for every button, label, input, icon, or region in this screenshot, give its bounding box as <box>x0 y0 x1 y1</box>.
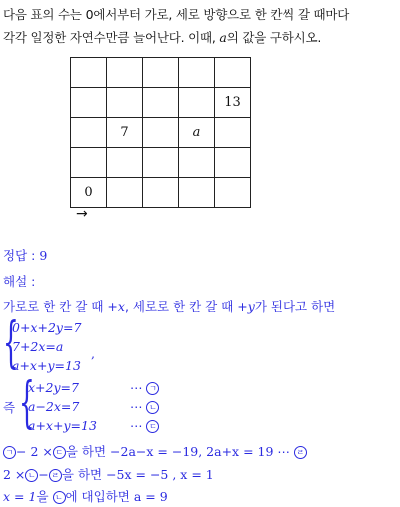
circled-4: ㄹ <box>294 446 307 459</box>
circled-3: ㄷ <box>146 420 159 433</box>
step1-b: 을 하면 −2a−x = −19, 2a+x = 19 ⋯ <box>65 444 290 459</box>
step3-b: 을 <box>36 489 49 504</box>
grid-cell <box>71 58 107 88</box>
right-arrow-icon: → <box>76 206 88 222</box>
grid-cell <box>143 178 179 208</box>
grid-cell <box>107 178 143 208</box>
answer-value: 9 <box>39 248 48 263</box>
equation-system-1 <box>3 310 153 376</box>
step2-c: 을 하면 −5x = −5 , x = 1 <box>61 467 214 482</box>
grid-cell <box>71 118 107 148</box>
grid-cell <box>179 148 215 178</box>
grid-cell <box>143 118 179 148</box>
grid-cell: 7 <box>107 118 143 148</box>
sys1-eq-1: 0+x+2y=7 <box>12 320 82 335</box>
sys2-marker-2: ⋯ ㄴ <box>130 399 159 414</box>
step3-a: x = 1 <box>3 489 37 504</box>
sys1-comma: , <box>91 346 95 361</box>
grid-cell <box>215 58 251 88</box>
step3-c: 에 대입하면 a = 9 <box>65 489 168 504</box>
answer-label: 정답 : <box>3 248 36 263</box>
grid-cell <box>143 148 179 178</box>
grid-cell <box>107 58 143 88</box>
circled-4: ㄹ <box>49 469 62 482</box>
sys1-eq-2: 7+2x=a <box>12 339 64 354</box>
problem-line-1: 다음 표의 수는 0에서부터 가로, 세로 방향으로 한 칸씩 갈 때마다 <box>3 7 350 22</box>
step-1 <box>3 442 307 460</box>
answer-line <box>3 246 47 264</box>
grid-cell <box>71 148 107 178</box>
grid-cell <box>179 178 215 208</box>
expl-plus-y: +y <box>237 299 255 314</box>
circled-3: ㄷ <box>53 446 66 459</box>
sys1-eq-3: a+x+y=13 <box>12 358 81 373</box>
sys2-eq-2: a−2x=7 <box>28 399 80 414</box>
grid-row <box>71 148 251 178</box>
grid-cell <box>71 88 107 118</box>
grid-cell <box>215 178 251 208</box>
sys2-eq-1: x+2y=7 <box>28 380 79 395</box>
expl-text-a: 가로로 한 칸 갈 때 <box>3 299 108 314</box>
circled-1: ㄱ <box>146 382 159 395</box>
problem-line-2 <box>3 26 397 49</box>
grid-cell <box>215 148 251 178</box>
expl-text-c: , 세로로 한 칸 갈 때 <box>124 299 238 314</box>
grid-cell <box>143 58 179 88</box>
grid-row <box>71 118 251 148</box>
grid-cell <box>107 148 143 178</box>
expl-text-e: 가 된다고 하면 <box>254 299 336 314</box>
sys2-marker-3: ⋯ ㄷ <box>130 418 159 433</box>
step-3 <box>3 487 168 505</box>
grid-cell <box>143 88 179 118</box>
grid-row <box>71 58 251 88</box>
grid-row <box>71 178 251 208</box>
grid-cell: 0 <box>71 178 107 208</box>
sys2-marker-1: ⋯ ㄱ <box>130 380 159 395</box>
circled-2: ㄴ <box>25 469 38 482</box>
sys2-prefix: 즉 <box>3 400 16 415</box>
circled-2: ㄴ <box>146 401 159 414</box>
grid-cell: 13 <box>215 88 251 118</box>
explanation-line-1 <box>3 297 335 315</box>
step2-a: 2 × <box>3 467 26 482</box>
number-grid <box>70 57 251 208</box>
explanation-label: 해설 : <box>3 274 36 289</box>
variable-a: a <box>219 30 227 45</box>
grid-cell <box>215 118 251 148</box>
grid-row <box>71 88 251 118</box>
problem-text <box>3 3 397 49</box>
left-brace: { <box>3 310 19 374</box>
expl-plus-x: +x <box>107 299 125 314</box>
equation-system-2 <box>3 370 203 436</box>
sys2-eq-3: a+x+y=13 <box>28 418 97 433</box>
step1-a: − 2 × <box>16 444 53 459</box>
step2-b: − <box>38 467 49 482</box>
circled-2: ㄴ <box>53 491 66 504</box>
step-2 <box>3 465 214 483</box>
grid-cell <box>179 88 215 118</box>
left-brace-2: { <box>19 370 35 434</box>
circled-1: ㄱ <box>3 446 16 459</box>
grid-cell <box>107 88 143 118</box>
grid-cell <box>179 58 215 88</box>
grid-cell: a <box>179 118 215 148</box>
problem-line-2-pre: 각각 일정한 자연수만큼 늘어난다. 이때, <box>3 30 220 45</box>
problem-line-2-post: 의 값을 구하시오. <box>226 30 322 45</box>
